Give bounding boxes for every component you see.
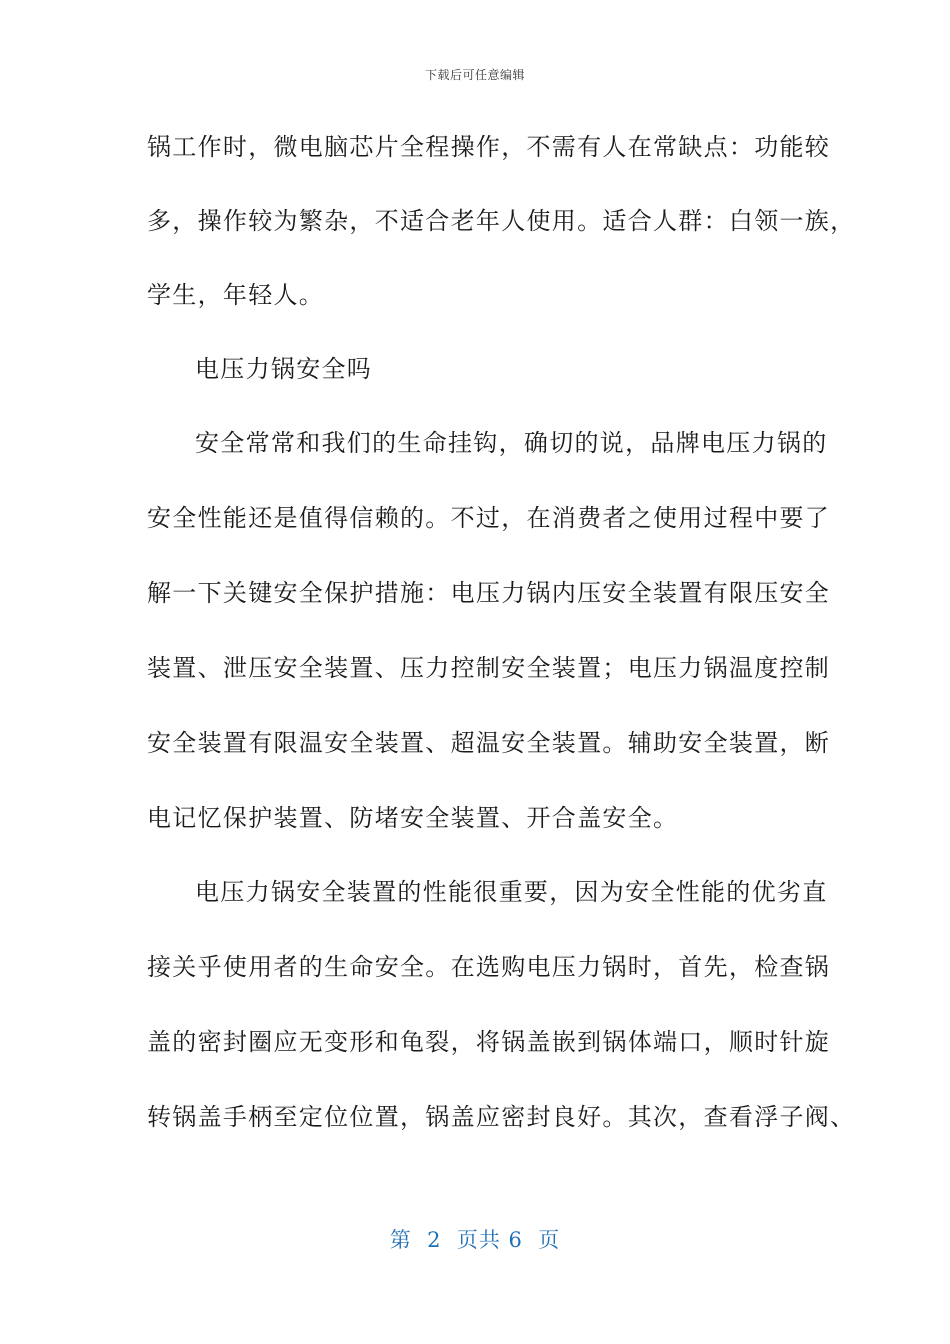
text-line: 接关乎使用者的生命安全。在选购电压力锅时，首先，检查锅 (147, 953, 831, 981)
text-line: 学生，年轻人。 (147, 281, 325, 309)
text-line: 电记忆保护装置、防堵安全装置、开合盖安全。 (147, 804, 679, 832)
text-line: 安全性能还是值得信赖的。不过，在消费者之使用过程中要了 (147, 504, 831, 532)
text-line: 锅工作时，微电脑芯片全程操作，不需有人在常缺点：功能较 (147, 133, 831, 161)
page-number-footer: 第 2 页共 6 页 (389, 1228, 561, 1252)
text-line: 解一下关键安全保护措施：电压力锅内压安全装置有限压安全 (147, 579, 831, 607)
text-line: 盖的密封圈应无变形和龟裂，将锅盖嵌到锅体端口，顺时针旋 (147, 1028, 831, 1056)
text-line: 转锅盖手柄至定位位置，锅盖应密封良好。其次，查看浮子阀、 (147, 1103, 856, 1131)
text-line: 安全常常和我们的生命挂钩，确切的说，品牌电压力锅的 (195, 429, 828, 457)
text-line: 安全装置有限温安全装置、超温安全装置。辅助安全装置，断 (147, 729, 831, 757)
text-line: 电压力锅安全装置的性能很重要，因为安全性能的优劣直 (195, 878, 828, 906)
page-header: 下载后可任意编辑 (424, 68, 525, 82)
text-line: 多，操作较为繁杂，不适合老年人使用。适合人群：白领一族， (147, 207, 856, 235)
section-heading: 电压力锅安全吗 (195, 355, 373, 383)
text-line: 装置、泄压安全装置、压力控制安全装置；电压力锅温度控制 (147, 654, 831, 682)
